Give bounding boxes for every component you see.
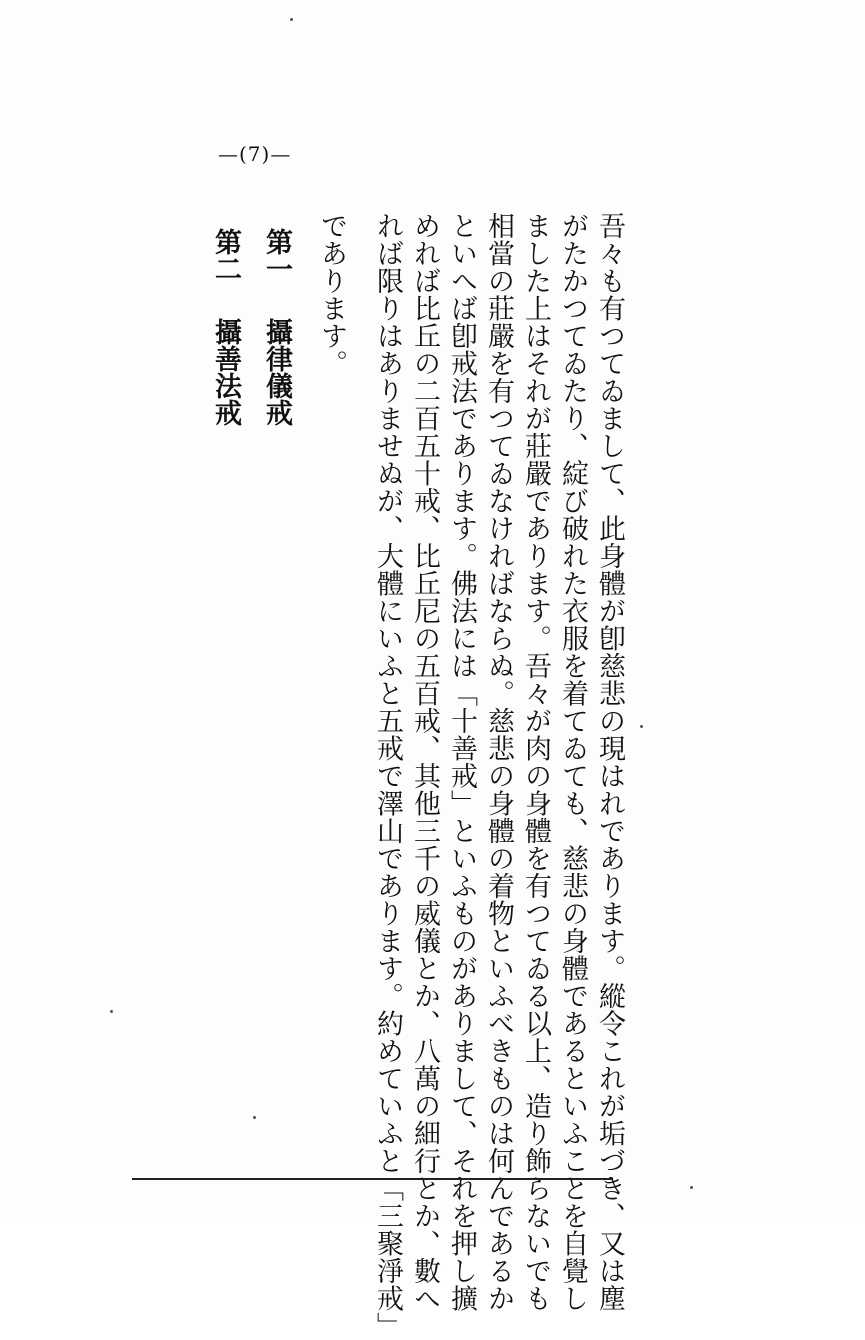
scan-speck bbox=[640, 725, 643, 728]
heading-2-title: 攝善法戒 bbox=[210, 318, 241, 426]
page-number: —(7)— bbox=[218, 142, 292, 166]
text-line-6: めれば比丘の二百五十戒、比丘尼の五百戒、其他三千の威儀とか、八萬の細行とか、數へ bbox=[409, 212, 440, 1312]
text-line-3: ました上はそれが莊嚴であります。吾々が肉の身體を有つてゐる以上、造り飾らないでも bbox=[520, 212, 551, 1312]
heading-2-number: 第二 bbox=[210, 228, 241, 282]
text-line-7: れば限りはありませぬが、大體にいふと五戒で澤山であります。約めていふと「三聚淨戒」 bbox=[372, 212, 403, 1340]
scan-speck bbox=[110, 1010, 113, 1013]
scan-speck bbox=[290, 18, 293, 21]
scan-speck bbox=[253, 1116, 256, 1119]
text-line-2: がたかつてゐたり、綻び破れた衣服を着てゐても、慈悲の身體であるといふことを自覺し bbox=[557, 212, 588, 1312]
heading-1-number: 第一 bbox=[261, 228, 292, 282]
text-line-1: 吾々も有つてゐまして、此身體が卽慈悲の現はれであります。縱令これが垢づき、又は塵 bbox=[594, 212, 625, 1312]
text-line-5: といへば卽戒法であります。佛法には「十善戒」といふものがありまして、それを押し擴 bbox=[446, 212, 477, 1312]
heading-1-title: 攝律儀戒 bbox=[261, 318, 292, 426]
text-line-4: 相當の莊嚴を有つてゐなければならぬ。慈悲の身體の着物といふべきものは何んであるか bbox=[483, 212, 514, 1312]
text-line-8: であります。 bbox=[316, 212, 347, 377]
bottom-rule bbox=[132, 1178, 612, 1180]
scan-speck bbox=[690, 1186, 693, 1189]
